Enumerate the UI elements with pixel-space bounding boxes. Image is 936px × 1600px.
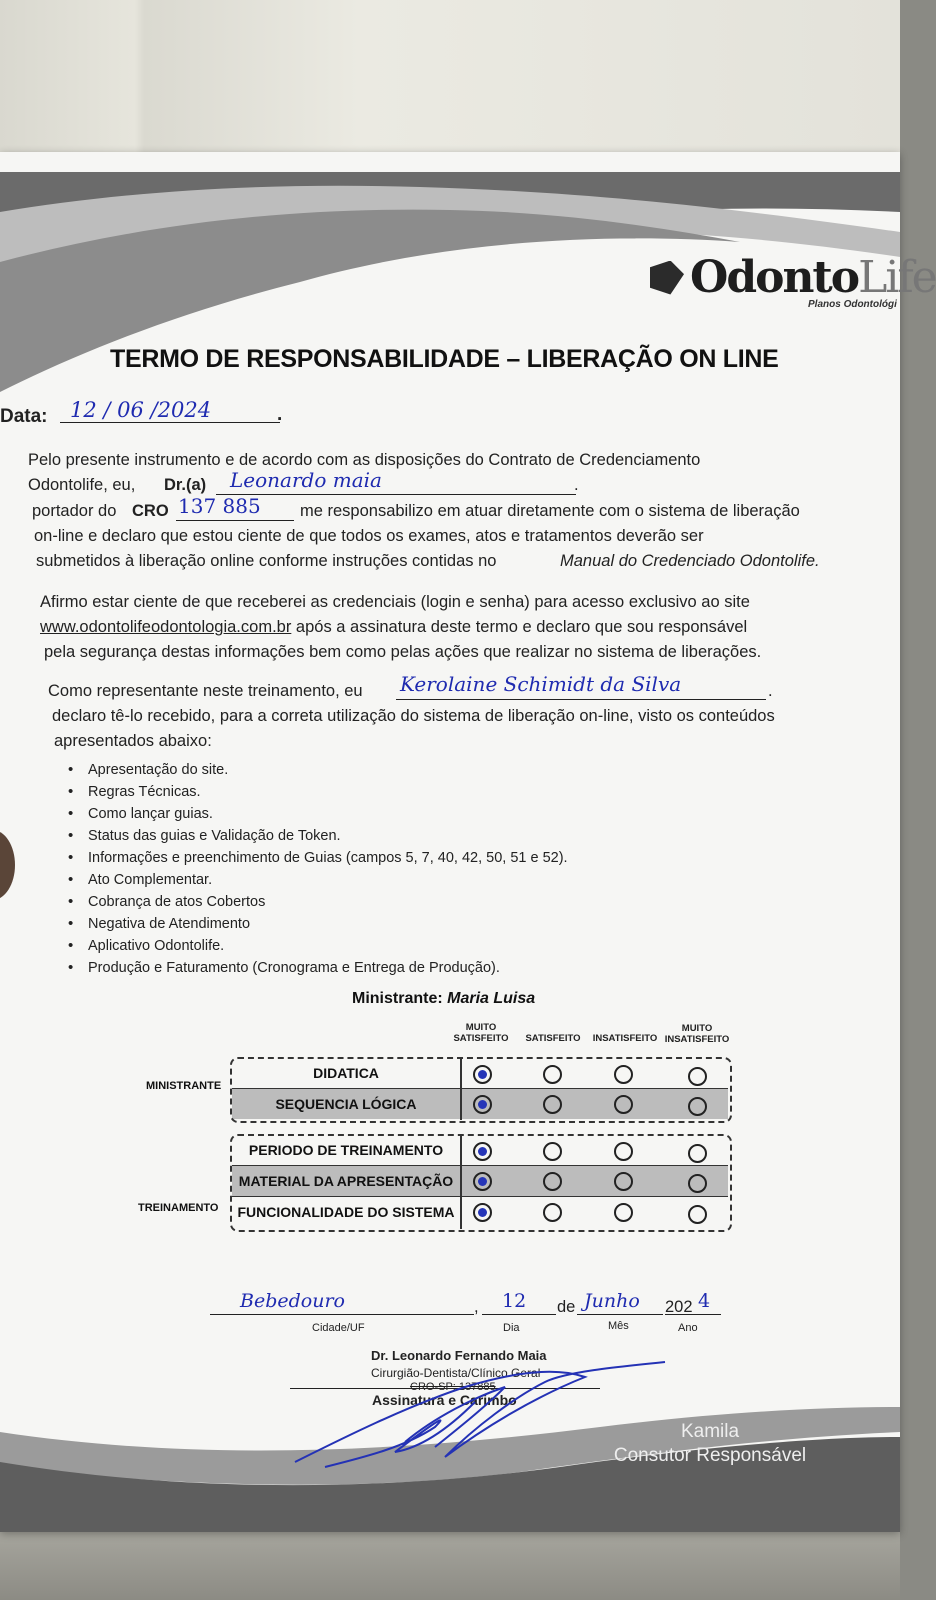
list-item: • Como lançar guias. bbox=[68, 806, 568, 828]
consultant-name: Kamila bbox=[680, 1421, 740, 1442]
list-item: • Produção e Faturamento (Cronograma e Entrega de Produção). bbox=[68, 960, 568, 982]
day-handwritten: 12 bbox=[502, 1290, 527, 1312]
name-line bbox=[216, 494, 576, 495]
stamp-role: Cirurgião-Dentista/Clínico Geral bbox=[371, 1366, 541, 1380]
stamp-name: Dr. Leonardo Fernando Maia bbox=[371, 1348, 547, 1363]
p1-dr-label: Dr.(a) bbox=[164, 476, 207, 494]
ministrante-name: Maria Luisa bbox=[447, 990, 536, 1007]
document-title: TERMO DE RESPONSABILIDADE – LIBERAÇÃO ON LINE bbox=[110, 345, 779, 373]
p1-line4: on-line e declaro que estou ciente de que todos os exames, atos e tratamentos deverão ser bbox=[34, 527, 704, 545]
background-wall bbox=[0, 0, 900, 170]
rating-radio-material-3[interactable] bbox=[688, 1174, 707, 1193]
representative-name-handwritten: Kerolaine Schimidt da Silva bbox=[400, 672, 682, 696]
rating-radio-didatica-3[interactable] bbox=[688, 1067, 707, 1086]
list-item: • Cobrança de atos Cobertos bbox=[68, 894, 568, 916]
list-item: • Aplicativo Odontolife. bbox=[68, 938, 568, 960]
list-item: • Ato Complementar. bbox=[68, 872, 568, 894]
consultant-role: Consutor Responsável bbox=[613, 1445, 807, 1466]
p3-line2: declaro tê-lo recebido, para a correta utilização do sistema de liberação on-line, visto os conteúdos bbox=[52, 707, 775, 725]
year-handwritten: 4 bbox=[698, 1290, 711, 1312]
month-handwritten: Junho bbox=[584, 1290, 640, 1312]
logo-main-text: Odonto bbox=[690, 252, 859, 303]
rating-radio-sequencia-2[interactable] bbox=[614, 1095, 633, 1114]
year-label: Ano bbox=[678, 1322, 698, 1334]
year-line bbox=[665, 1314, 721, 1315]
p1-manual-title: Manual do Credenciado Odontolife. bbox=[560, 552, 820, 570]
p2-line1: Afirmo estar ciente de que receberei as credenciais (login e senha) para acesso exclusivo ao site bbox=[40, 593, 750, 611]
rating-radio-funcionalidade-1[interactable] bbox=[543, 1203, 562, 1222]
list-item: • Status das guias e Validação de Token. bbox=[68, 828, 568, 850]
column-header: INSATISFEITO bbox=[592, 1033, 658, 1044]
rating-radio-sequencia-1[interactable] bbox=[543, 1095, 562, 1114]
row-label-periodo: PERIODO DE TREINAMENTO bbox=[248, 1142, 444, 1158]
p1-cro-label: CRO bbox=[132, 502, 169, 520]
list-item: • Negativa de Atendimento bbox=[68, 916, 568, 938]
logo-subtitle: Planos Odontológi bbox=[808, 299, 897, 310]
document-sheet bbox=[0, 152, 936, 1532]
rating-radio-didatica-2[interactable] bbox=[614, 1065, 633, 1084]
background-floor bbox=[0, 1530, 900, 1600]
topics-list bbox=[68, 762, 568, 982]
cro-line bbox=[176, 520, 294, 521]
rating-radio-material-0[interactable] bbox=[473, 1172, 492, 1191]
group-label-ministrante: MINISTRANTE bbox=[146, 1080, 222, 1092]
rating-radio-material-1[interactable] bbox=[543, 1172, 562, 1191]
p1-line3a: portador do bbox=[32, 502, 117, 520]
rating-radio-material-2[interactable] bbox=[614, 1172, 633, 1191]
list-item: • Apresentação do site. bbox=[68, 762, 568, 784]
stamp-cro: CRO-SP: 137885 bbox=[410, 1381, 496, 1393]
column-header: MUITO SATISFEITO bbox=[453, 1022, 509, 1044]
row-label-didatica: DIDATICA bbox=[313, 1065, 379, 1081]
column-header: MUITO INSATISFEITO bbox=[664, 1023, 730, 1045]
rating-radio-periodo-3[interactable] bbox=[688, 1144, 707, 1163]
rating-radio-sequencia-3[interactable] bbox=[688, 1097, 707, 1116]
rating-radio-didatica-0[interactable] bbox=[473, 1065, 492, 1084]
p1-line1: Pelo presente instrumento e de acordo com as disposições do Contrato de Credenciamento bbox=[28, 451, 701, 469]
logo-mark-icon bbox=[650, 261, 684, 295]
rating-radio-periodo-1[interactable] bbox=[543, 1142, 562, 1161]
label-divider bbox=[460, 1135, 462, 1229]
p2-line2-rest: após a assinatura deste termo e declaro que sou responsável bbox=[291, 618, 748, 636]
date-line bbox=[60, 422, 280, 423]
city-comma: , bbox=[474, 1298, 479, 1316]
p2-line2 bbox=[40, 618, 747, 637]
p2-line3: pela segurança destas informações bem como pelas ações que realizar no sistema de liberações. bbox=[44, 643, 762, 661]
list-item: • Regras Técnicas. bbox=[68, 784, 568, 806]
rating-radio-sequencia-0[interactable] bbox=[473, 1095, 492, 1114]
group-label-treinamento: TREINAMENTO bbox=[138, 1202, 219, 1214]
month-line bbox=[577, 1314, 663, 1315]
day-line bbox=[482, 1314, 556, 1315]
row-label-material: MATERIAL DA APRESENTAÇÃO bbox=[238, 1173, 454, 1189]
website-link[interactable]: www.odontolifeodontologia.com.br bbox=[40, 618, 292, 636]
cro-handwritten: 137 885 bbox=[178, 494, 261, 518]
logo-accent-text: Life bbox=[858, 252, 936, 303]
de-text: de bbox=[557, 1298, 576, 1316]
city-handwritten: Bebedouro bbox=[240, 1290, 345, 1312]
column-header: SATISFEITO bbox=[525, 1033, 581, 1044]
p1-line2a: Odontolife, eu, bbox=[28, 476, 136, 494]
p1-line2-end: . bbox=[574, 476, 579, 494]
rating-radio-periodo-0[interactable] bbox=[473, 1142, 492, 1161]
p1-line3c: me responsabilizo em atuar diretamente com o sistema de liberação bbox=[300, 502, 800, 520]
p3-line3: apresentados abaixo: bbox=[54, 732, 212, 750]
list-item: • Informações e preenchimento de Guias (campos 5, 7, 40, 42, 50, 51 e 52). bbox=[68, 850, 568, 872]
rating-radio-didatica-1[interactable] bbox=[543, 1065, 562, 1084]
rating-radio-funcionalidade-3[interactable] bbox=[688, 1205, 707, 1224]
label-divider bbox=[460, 1058, 462, 1120]
month-label: Mês bbox=[608, 1320, 629, 1332]
date-dot: . bbox=[277, 404, 283, 425]
representative-line bbox=[396, 699, 766, 700]
year-printed: 202 bbox=[665, 1298, 693, 1316]
ministrante-label: Ministrante: bbox=[352, 990, 443, 1007]
p3-line1: Como representante neste treinamento, eu bbox=[48, 682, 363, 700]
ministrante-heading bbox=[352, 990, 535, 1008]
rating-radio-periodo-2[interactable] bbox=[614, 1142, 633, 1161]
p3-line1-end: . bbox=[768, 682, 773, 700]
rating-radio-funcionalidade-0[interactable] bbox=[473, 1203, 492, 1222]
date-label: Data: bbox=[0, 406, 48, 427]
signature-label: Assinatura e Carimbo bbox=[372, 1392, 517, 1408]
city-label: Cidade/UF bbox=[312, 1322, 365, 1334]
p1-line5a: submetidos à liberação online conforme instruções contidas no bbox=[36, 552, 497, 570]
date-handwritten: 12 / 06 /2024 bbox=[70, 398, 212, 422]
row-label-sequencia: SEQUENCIA LÓGICA bbox=[275, 1096, 417, 1112]
row-label-funcionalidade: FUNCIONALIDADE DO SISTEMA bbox=[237, 1204, 455, 1220]
rating-radio-funcionalidade-2[interactable] bbox=[614, 1203, 633, 1222]
consultant-block bbox=[580, 1420, 840, 1468]
city-line bbox=[210, 1314, 474, 1315]
day-label: Dia bbox=[503, 1322, 520, 1334]
dentist-name-handwritten: Leonardo maia bbox=[230, 468, 382, 492]
odontolife-logo bbox=[650, 252, 936, 303]
